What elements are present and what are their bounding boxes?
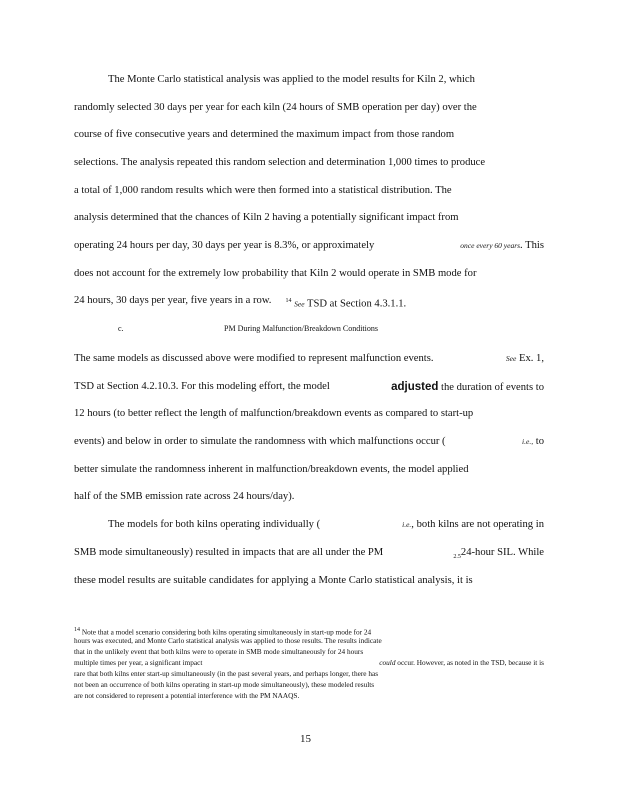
text: multiple times per year, a significant impact bbox=[74, 658, 203, 667]
text: 12 hours (to better reflect the length of malfunction/breakdown events as compared to start-up bbox=[74, 408, 474, 419]
para2-line-6 bbox=[74, 490, 544, 504]
italic-text: i.e., bbox=[522, 437, 534, 446]
footnote-line-6 bbox=[74, 680, 544, 690]
para1-line-1 bbox=[108, 73, 544, 87]
para2-line-4 bbox=[74, 435, 544, 449]
footnote-line-7 bbox=[74, 691, 544, 701]
subscript: 2.5 bbox=[453, 554, 461, 561]
text: SMB mode simultaneously) resulted in impacts that are all under the PM bbox=[74, 547, 384, 558]
text: half of the SMB emission rate across 24 hours/day). bbox=[74, 491, 295, 502]
footnote-line-4 bbox=[74, 658, 544, 668]
text: occur. However, as noted in the TSD, because it is bbox=[397, 658, 544, 667]
para1-line-7 bbox=[74, 239, 544, 253]
italic-text: See bbox=[505, 354, 517, 363]
para2-line-5 bbox=[74, 463, 544, 477]
italic-text: i.e. bbox=[402, 520, 412, 529]
text: The models for both kilns operating individually ( bbox=[108, 519, 321, 530]
text: TSD at Section 4.2.10.3. For this modeling effort, the model bbox=[74, 381, 330, 392]
para2-line-3 bbox=[74, 407, 544, 421]
text: are not considered to represent a potential interference with the PM NAAQS. bbox=[74, 691, 300, 700]
footnote-number: 14 bbox=[74, 627, 80, 633]
text: not been an occurrence of both kilns operating in start-up mode simultaneously), these modeled results bbox=[74, 680, 375, 689]
para1-line-9 bbox=[74, 294, 544, 312]
footnote-line-3 bbox=[74, 647, 544, 657]
text: does not account for the extremely low probability that Kiln 2 would operate in SMB mode for bbox=[74, 268, 477, 279]
text: these model results are suitable candidates for applying a Monte Carlo statistical analysis, it is bbox=[74, 575, 473, 586]
para1-line-4 bbox=[74, 156, 544, 170]
text: the duration of events to bbox=[441, 382, 544, 393]
section-heading bbox=[118, 323, 378, 335]
text: 24-hour SIL. While bbox=[460, 547, 544, 558]
text: Note that a model scenario considering both kilns operating simultaneously in start-up mode for 24 bbox=[81, 627, 372, 637]
heading-text: PM During Malfunction/Breakdown Conditions bbox=[224, 324, 378, 333]
text: events) and below in order to simulate the randomness with which malfunctions occur ( bbox=[74, 436, 446, 447]
text: selections. The analysis repeated this random selection and determination 1,000 times to produce bbox=[74, 157, 486, 168]
text: randomly selected 30 days per year for each kiln (24 hours of SMB operation per day) over the bbox=[74, 102, 477, 113]
para1-line-6 bbox=[74, 211, 544, 225]
italic-text: once every 60 years bbox=[460, 241, 521, 250]
page-number: 15 bbox=[300, 733, 311, 745]
text: hours was executed, and Monte Carlo statistical analysis was applied to those results. The results indicate bbox=[74, 636, 382, 645]
para1-line-2 bbox=[74, 101, 544, 115]
text: operating 24 hours per day, 30 days per year is 8.3%, or approximately bbox=[74, 240, 375, 251]
text: , both kilns are not operating in bbox=[411, 519, 544, 530]
text: rare that both kilns enter start-up simultaneously (in the past several years, and perhaps longer, there has bbox=[74, 669, 379, 678]
para2-line-2 bbox=[74, 380, 544, 395]
italic-text: could bbox=[379, 658, 396, 667]
footnote-ref[interactable]: 14 bbox=[285, 298, 292, 304]
text: analysis determined that the chances of Kiln 2 having a potentially significant impact from bbox=[74, 212, 459, 223]
footnote-line-5 bbox=[74, 669, 544, 679]
text: a total of 1,000 random results which were then formed into a statistical distribution. The bbox=[74, 185, 452, 196]
italic-text: See bbox=[294, 299, 305, 309]
footnote-divider bbox=[74, 614, 214, 615]
para1-line-8 bbox=[74, 267, 544, 281]
text: 24 hours, 30 days per year, five years in a row. bbox=[74, 295, 272, 306]
para1-line-5 bbox=[74, 184, 544, 198]
emphasized-word: adjusted bbox=[391, 381, 439, 393]
text: TSD at Section 4.3.1.1. bbox=[307, 298, 407, 310]
text: better simulate the randomness inherent in malfunction/breakdown events, the model applied bbox=[74, 464, 469, 475]
text: course of five consecutive years and determined the maximum impact from those random bbox=[74, 129, 455, 140]
para3-line-2 bbox=[74, 546, 544, 564]
text: Ex. 1, bbox=[518, 353, 544, 364]
text: The same models as discussed above were modified to represent malfunction events. bbox=[74, 353, 434, 364]
para2-line-1 bbox=[74, 352, 544, 366]
para3-line-1 bbox=[108, 518, 544, 532]
para1-line-3 bbox=[74, 128, 544, 142]
para3-line-3 bbox=[74, 574, 544, 588]
heading-letter: c. bbox=[118, 324, 124, 333]
text: to bbox=[535, 436, 544, 447]
footnote-line-2 bbox=[74, 636, 544, 646]
text: that in the unlikely event that both kilns were to operate in SMB mode simultaneously for 24 hours bbox=[74, 647, 364, 656]
text: The Monte Carlo statistical analysis was applied to the model results for Kiln 2, which bbox=[108, 74, 475, 85]
text: . This bbox=[520, 240, 544, 251]
